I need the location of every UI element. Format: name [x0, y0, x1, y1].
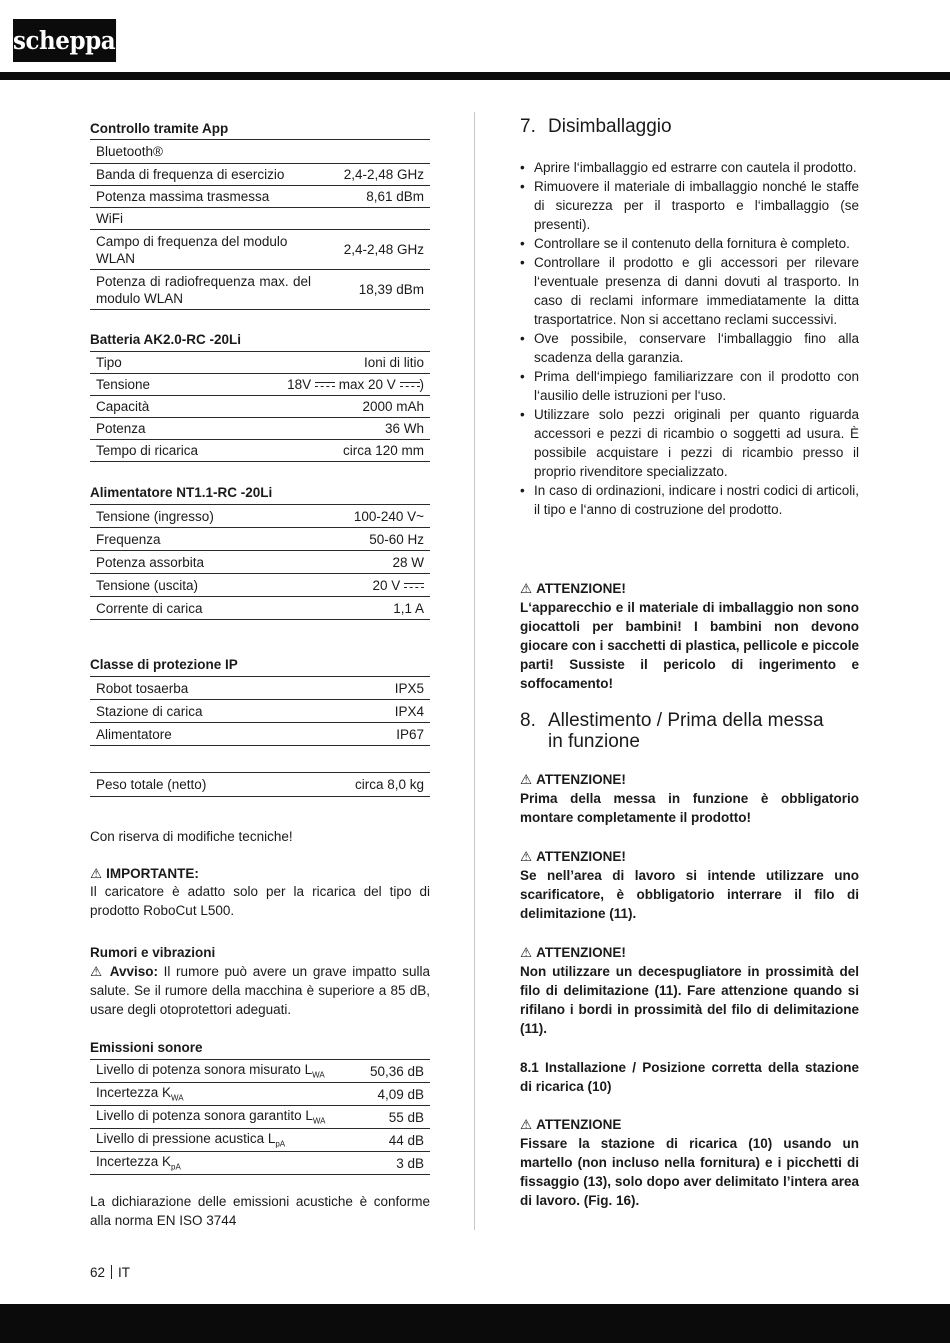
subsection-title: Installazione / Posizione corretta della stazione di ricarica (10) [520, 1060, 859, 1094]
dc-symbol-icon [400, 382, 420, 388]
app-control-table [90, 139, 430, 310]
table-row [90, 230, 430, 270]
table-cell-value: IPX5 [342, 677, 430, 700]
warning-heading [520, 579, 859, 598]
table-cell-label: Banda di frequenza di esercizio [90, 164, 317, 186]
important-block [90, 866, 430, 920]
paren: ) [419, 377, 424, 392]
table-cell-label: Corrente di carica [90, 597, 298, 620]
warning-block [520, 579, 859, 693]
table-row [90, 574, 430, 597]
protection-heading: Classe di protezione IP [90, 657, 238, 672]
list-item: • Utilizzare solo pezzi originali per quanto riguarda accessori e pezzi di ricambio o soggetti ad usura. È possibile acquistare i pezzi di ricambio presso il proprio rivenditore specializzato. [520, 405, 859, 481]
power-supply-table [90, 504, 430, 620]
table-cell-label: Tensione (uscita) [90, 574, 298, 597]
table-cell-label [90, 1106, 357, 1129]
table-cell-label: Tensione (ingresso) [90, 505, 298, 528]
page-number-value: 62 [90, 1265, 106, 1280]
table-cell-label: Alimentatore [90, 723, 342, 746]
emissions-table [90, 1059, 430, 1175]
table-row [90, 1083, 430, 1106]
reserve-note: Con riserva di modifiche tecniche! [90, 829, 293, 844]
table-cell-value: 44 dB [357, 1129, 430, 1152]
unpacking-list [520, 158, 859, 519]
section-7-title [520, 116, 672, 138]
voltage-max-value: max 20 V [338, 377, 396, 392]
dc-symbol-icon [315, 382, 335, 388]
table-cell-value: Ioni di litio [237, 352, 430, 374]
table-cell-value: 50-60 Hz [298, 528, 430, 551]
emissions-declaration: La dichiarazione delle emissioni acustiche è conforme alla norma EN ISO 3744 [90, 1194, 430, 1228]
table-row [90, 505, 430, 528]
table-cell-value: 3 dB [357, 1152, 430, 1175]
list-item: • Controllare il prodotto e gli accessori per rilevare l‘eventuale presenza di danni dovuti al trasporto. In caso di reclami informare immediatamente la ditta trasportatrice. Non si accettano reclami successivi. [520, 253, 859, 329]
table-cell-label: Tensione [90, 374, 237, 396]
table-cell-label: Potenza [90, 418, 237, 440]
warning-title: ATTENZIONE [536, 1117, 622, 1132]
table-cell-label: Potenza massima trasmessa [90, 186, 317, 208]
list-item: • Controllare se il contenuto della fornitura è completo. [520, 234, 859, 253]
table-cell-label: Campo di frequenza del modulo WLAN [90, 230, 317, 270]
table-row [90, 140, 430, 164]
table-row [90, 551, 430, 574]
table-row [90, 1152, 430, 1175]
list-item: • Ove possibile, conservare l‘imballaggio fino alla scadenza della garanzia. [520, 329, 859, 367]
weight-table [90, 772, 430, 797]
table-row [90, 773, 430, 797]
table-cell-value: circa 8,0 kg [295, 773, 430, 797]
noise-warning-text: Il rumore può avere un grave impatto sulla salute. Se il rumore della macchina è superiore a 85 dB, usare degli otoprotettori adeguati. [90, 964, 430, 1017]
list-item: • Prima dell‘impiego familiarizzare con il prodotto con l‘ausilio delle istruzioni per l‘uso. [520, 367, 859, 405]
emission-label: Incertezza K [96, 1154, 172, 1170]
warning-triangle-icon: ⚠ [520, 772, 533, 787]
emission-sub: pA [171, 1162, 181, 1172]
table-row [90, 374, 430, 396]
warning-block [520, 770, 859, 827]
table-cell-label [90, 1060, 357, 1083]
emission-sub: WA [312, 1070, 325, 1080]
table-cell-value: IP67 [342, 723, 430, 746]
table-cell-value [237, 374, 430, 396]
warning-title: ATTENZIONE! [536, 849, 626, 864]
table-cell-label [90, 1083, 357, 1106]
emission-sub: WA [312, 1116, 326, 1126]
noise-text [90, 962, 430, 1019]
table-row [90, 1060, 430, 1083]
table-cell-label [90, 1152, 357, 1175]
subsection-number: 8.1 [520, 1060, 539, 1075]
noise-warning-label: Avviso: [109, 964, 158, 979]
table-cell-value: 18,39 dBm [317, 270, 430, 310]
table-cell-value: 100-240 V~ [298, 505, 430, 528]
warning-block [520, 943, 859, 1038]
warning-triangle-icon: ⚠ [520, 1117, 533, 1132]
table-cell-value: 8,61 dBm [317, 186, 430, 208]
table-row [90, 528, 430, 551]
emission-label: Livello di potenza sonora misurato L [96, 1062, 313, 1078]
column-divider [474, 112, 475, 1230]
warning-heading [520, 1115, 859, 1134]
noise-block [90, 943, 430, 1019]
separator [111, 1265, 112, 1279]
table-cell-label: Potenza assorbita [90, 551, 298, 574]
warning-title: ATTENZIONE! [536, 945, 626, 960]
emission-label: Incertezza K [96, 1085, 172, 1101]
warning-heading [520, 847, 859, 866]
power-supply-heading: Alimentatore NT1.1-RC -20Li [90, 485, 273, 500]
important-title: IMPORTANTE: [106, 866, 199, 881]
table-cell-value: 36 Wh [237, 418, 430, 440]
warning-heading [520, 943, 859, 962]
table-cell-label: Potenza di radiofrequenza max. del modulo WLAN [90, 270, 317, 310]
table-cell-label: Robot tosaerba [90, 677, 342, 700]
warning-text: L‘apparecchio e il materiale di imballaggio non sono giocattoli per bambini! I bambini non devono giocare con i sacchetti di plastica, pellicole e piccole parti! Sussiste il pericolo di ingerimento e soffocamento! [520, 600, 859, 691]
emission-sub: WA [171, 1093, 184, 1103]
warning-triangle-icon: ⚠ [520, 945, 533, 960]
warning-text: Prima della messa in funzione è obbligatorio montare completamente il prodotto! [520, 791, 859, 825]
brand-logo: scheppach [13, 19, 116, 62]
important-text: Il caricatore è adatto solo per la ricarica del tipo di prodotto RoboCut L500. [90, 884, 430, 918]
table-row [90, 208, 430, 230]
list-item: • Rimuovere il materiale di imballaggio nonché le staffe di sicurezza per il trasporto e l‘imballaggio (se presenti). [520, 177, 859, 234]
table-row [90, 352, 430, 374]
list-item: • In caso di ordinazioni, indicare i nostri codici di articoli, il tipo e l‘anno di costruzione del prodotto. [520, 481, 859, 519]
warning-triangle-icon: ⚠ [90, 964, 105, 979]
warning-triangle-icon: ⚠ [520, 581, 533, 596]
table-row [90, 418, 430, 440]
table-cell-value: 55 dB [357, 1106, 430, 1129]
list-item: • Aprire l‘imballaggio ed estrarre con cautela il prodotto. [520, 158, 859, 177]
language-code: IT [118, 1265, 131, 1280]
table-cell-value: 1,1 A [298, 597, 430, 620]
section-title-line1: Allestimento / Prima della messa [548, 710, 824, 731]
table-row [90, 270, 430, 310]
section-number: 8. [520, 710, 536, 731]
dc-symbol-icon [404, 583, 424, 589]
battery-heading: Batteria AK2.0-RC -20Li [90, 332, 242, 347]
warning-title: ATTENZIONE! [536, 581, 626, 596]
table-row [90, 700, 430, 723]
emissions-heading: Emissioni sonore [90, 1040, 203, 1055]
warning-triangle-icon: ⚠ [520, 849, 533, 864]
warning-heading [520, 770, 859, 789]
table-cell-value: 2,4-2,48 GHz [317, 230, 430, 270]
table-row [90, 597, 430, 620]
section-number: 7. [520, 116, 536, 137]
warning-block [520, 847, 859, 923]
table-cell-label: Peso totale (netto) [90, 773, 295, 797]
emission-label: Livello di potenza sonora garantito L [96, 1108, 313, 1124]
section-8-title [520, 710, 824, 752]
table-cell-value: 2,4-2,48 GHz [317, 164, 430, 186]
table-cell-label: Capacità [90, 396, 237, 418]
protection-table [90, 676, 430, 746]
table-row [90, 440, 430, 462]
table-row [90, 1129, 430, 1152]
section-title: Disimballaggio [548, 116, 672, 137]
header-bar [0, 72, 950, 80]
footer-bar [0, 1304, 950, 1343]
table-cell-label: Frequenza [90, 528, 298, 551]
bluetooth-label: Bluetooth® [90, 140, 430, 164]
table-cell-label: Tempo di ricarica [90, 440, 237, 462]
table-cell-label [90, 1129, 357, 1152]
battery-table [90, 351, 430, 462]
table-row [90, 396, 430, 418]
section-title-line2: in funzione [548, 731, 640, 752]
warning-triangle-icon: ⚠ [90, 866, 103, 881]
table-cell-value: 2000 mAh [237, 396, 430, 418]
table-cell-value: 50,36 dB [357, 1060, 430, 1083]
table-cell-label: Tipo [90, 352, 237, 374]
wifi-label: WiFi [90, 208, 430, 230]
table-row [90, 1106, 430, 1129]
table-cell-value: IPX4 [342, 700, 430, 723]
warning-text: Se nell’area di lavoro si intende utilizzare uno scarificatore, è obbligatorio interrare il filo di delimitazione (11). [520, 868, 859, 921]
warning-text: Fissare la stazione di ricarica (10) usando un martello (non incluso nella fornitura) e i picchetti di fissaggio (13), solo dopo aver delimitato l’intera area di lavoro. (Fig. 16). [520, 1136, 859, 1208]
table-row [90, 164, 430, 186]
warning-text: Non utilizzare un decespugliatore in prossimità del filo di delimitazione (11). Fare attenzione quando si rifilano i bordi in prossimità del filo di delimitazione (11). [520, 964, 859, 1036]
emission-sub: pA [275, 1139, 286, 1149]
page-number [90, 1265, 130, 1280]
emission-label: Livello di pressione acustica L [96, 1131, 276, 1147]
important-heading [90, 866, 430, 882]
subsection-8-1 [520, 1058, 859, 1096]
warning-block [520, 1115, 859, 1210]
table-cell-value: 4,09 dB [357, 1083, 430, 1106]
table-cell-label: Stazione di carica [90, 700, 342, 723]
output-voltage-value: 20 V [372, 577, 401, 593]
table-cell-value: circa 120 mm [237, 440, 430, 462]
table-cell-value: 28 W [298, 551, 430, 574]
table-row [90, 677, 430, 700]
noise-heading: Rumori e vibrazioni [90, 945, 216, 960]
app-control-heading: Controllo tramite App [90, 121, 229, 136]
table-row [90, 186, 430, 208]
table-row [90, 723, 430, 746]
warning-title: ATTENZIONE! [536, 772, 626, 787]
table-cell-value [298, 574, 430, 597]
voltage-value: 18V [287, 377, 312, 392]
